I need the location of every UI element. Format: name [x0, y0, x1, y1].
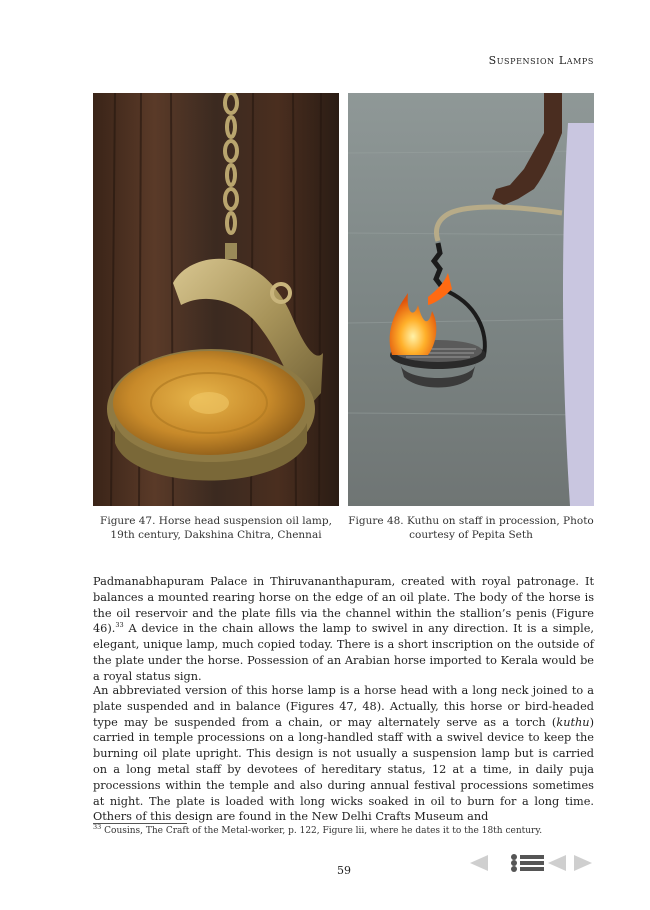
footnote	[93, 823, 613, 836]
triangle-left-icon	[547, 854, 567, 872]
figure-47-caption: Figure 47. Horse head suspension oil lamp, 19th century, Dakshina Chitra, Chennai	[100, 515, 332, 541]
italic-term: kuthu	[556, 715, 590, 729]
body-text-segment: An abbreviated version of this horse lamp is a horse head with a long neck joined to a plate suspended and in balance (Figures 47, 48). Actually, this horse or bird-headed type may be suspended from a chain, or may alternately serve as a torch (	[93, 684, 594, 729]
figure-48-photo	[348, 93, 594, 506]
footnote-number: 33	[93, 823, 102, 831]
figure-47-photo	[93, 93, 339, 506]
body-paragraph-1	[93, 574, 594, 685]
nav-previous-button[interactable]	[547, 854, 567, 872]
footnote-reference[interactable]: 33	[115, 621, 124, 630]
body-text-segment: Padmanabhapuram Palace in Thiruvananthapuram, created with royal patronage. It balances a mounted rearing horse on the edge of an oil plate. The body of the horse is the oil reservoir and the plate fills via the channel within the stallion’s penis (Figure 46).	[93, 575, 594, 636]
running-header: Suspension Lamps	[488, 54, 594, 67]
triangle-right-icon	[573, 854, 593, 872]
list-icon	[510, 854, 546, 872]
nav-next-button[interactable]	[573, 854, 593, 872]
body-text-segment: A device in the chain allows the lamp to swivel in any direction. It is a simple, elegant, unique lamp, much copied today. There is a short inscription on the outside of the plate under the horse. Possession of an Arabian horse imported to Kerala would be a royal status sign.	[93, 622, 594, 683]
body-text-segment: ) carried in temple processions on a long-handled staff with a swivel device to keep the burning oil plate upright. This design is not usually a suspension lamp but is carried on a long metal staff by devotees of hereditary status, 12 at a time, in daily puja processions within the temple and also during annual festival processions sometimes at night. The plate is loaded with long wicks soaked in oil to burn for a long time. Others of this design are found in the New Delhi Crafts Museum and	[93, 715, 594, 824]
nav-first-button[interactable]	[469, 854, 489, 872]
footnote-text: Cousins, The Craft of the Metal-worker, p. 122, Figure lii, where he dates it to the 18th century.	[101, 826, 543, 836]
page-number: 59	[337, 864, 351, 877]
body-paragraph-2	[93, 683, 594, 825]
footnote-divider	[93, 823, 187, 824]
figure-48-caption: Figure 48. Kuthu on staff in procession, Photo courtesy of Pepita Seth	[348, 515, 594, 541]
nav-menu-button[interactable]	[510, 854, 546, 872]
triangle-left-icon	[469, 854, 489, 872]
